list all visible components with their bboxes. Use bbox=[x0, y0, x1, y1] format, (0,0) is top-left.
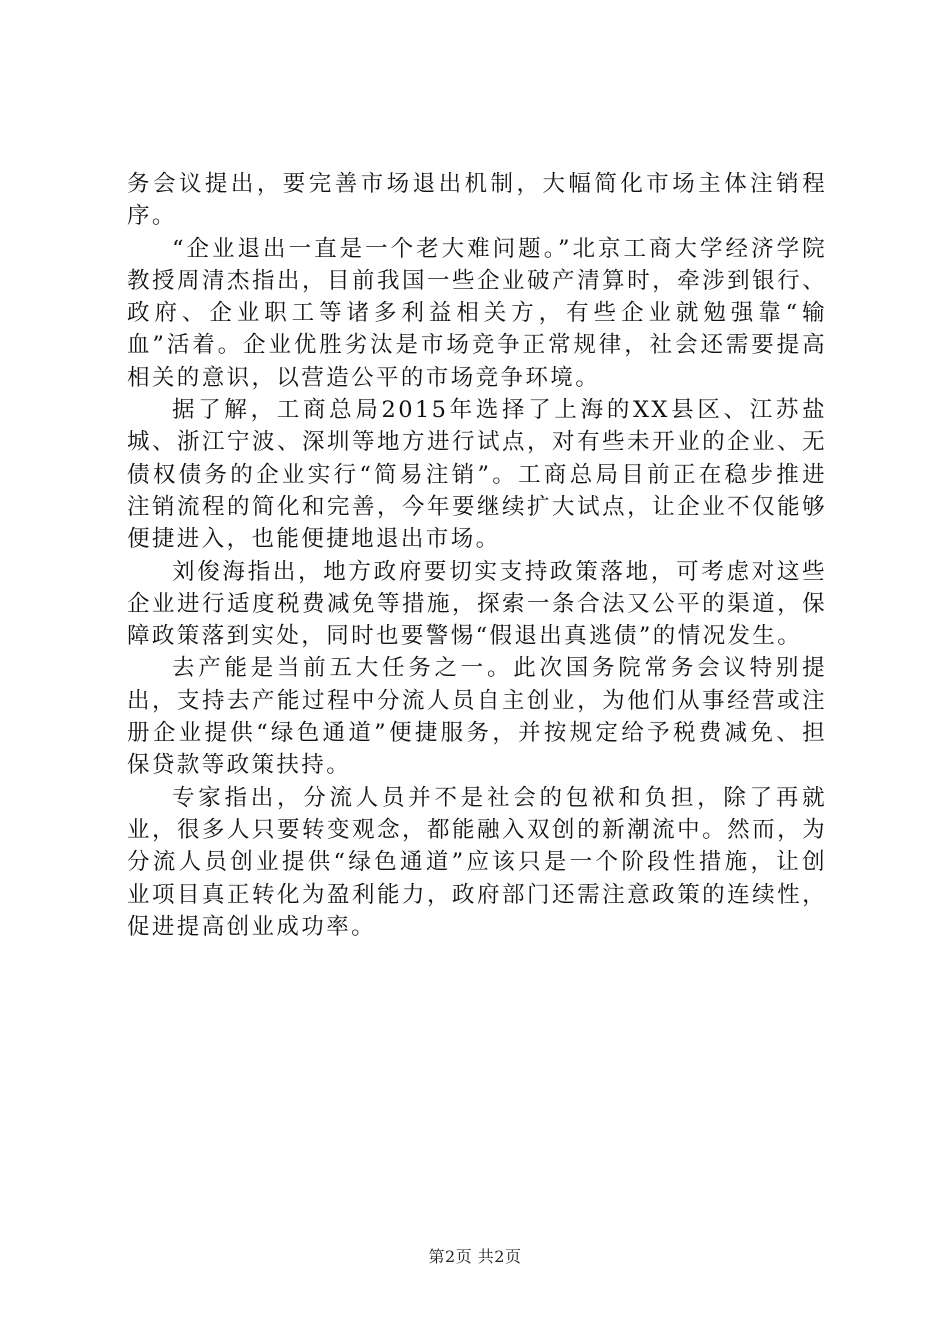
paragraph: 专家指出，分流人员并不是社会的包袱和负担，除了再就业，很多人只要转变观念，都能融入双创的新潮流中。然而，为分流人员创业提供“绿色通道”应该只是一个阶段性措施，让创业项目真正转化为盈利能力，政府部门还需注意政策的连续性，促进提高创业成功率。 bbox=[127, 784, 827, 940]
paragraph: 刘俊海指出，地方政府要切实支持政策落地，可考虑对这些企业进行适度税费减免等措施，探索一条合法又公平的渠道，保障政策落到实处，同时也要警惕“假退出真逃债”的情况发生。 bbox=[127, 558, 827, 650]
paragraph: 据了解，工商总局2015年选择了上海的XX县区、江苏盐城、浙江宁波、深圳等地方进行试点，对有些未开业的企业、无债权债务的企业实行“简易注销”。工商总局目前正在稳步推进注销流程的简化和完善，今年要继续扩大试点，让企业不仅能够便捷进入，也能便捷地退出市场。 bbox=[127, 397, 827, 553]
document-body bbox=[127, 168, 827, 943]
paragraph: “企业退出一直是一个老大难问题。”北京工商大学经济学院教授周清杰指出，目前我国一些企业破产清算时，牵涉到银行、政府、企业职工等诸多利益相关方，有些企业就勉强靠“输血”活着。企业优胜劣汰是市场竞争正常规律，社会还需要提高相关的意识，以营造公平的市场竞争环境。 bbox=[127, 235, 827, 391]
page-footer: 第2页 共2页 bbox=[428, 1247, 522, 1266]
paragraph-continuation: 务会议提出，要完善市场退出机制，大幅简化市场主体注销程序。 bbox=[127, 171, 827, 230]
paragraph: 去产能是当前五大任务之一。此次国务院常务会议特别提出，支持去产能过程中分流人员自主创业，为他们从事经营或注册企业提供“绿色通道”便捷服务，并按规定给予税费减免、担保贷款等政策扶持。 bbox=[127, 655, 827, 779]
